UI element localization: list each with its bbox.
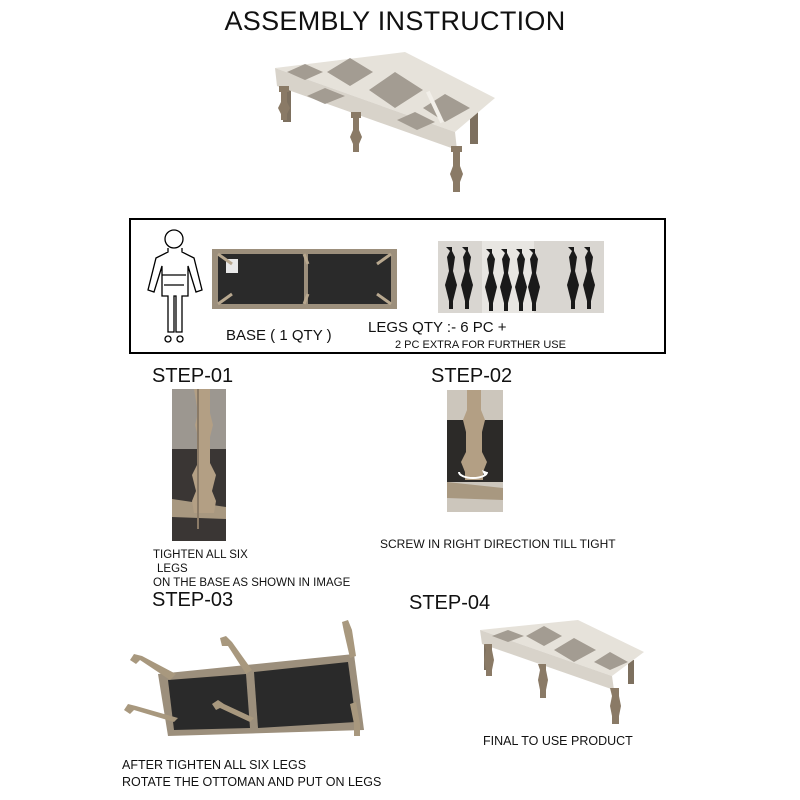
step-01-caption	[153, 548, 350, 590]
step-02-label: STEP-02	[431, 365, 513, 387]
step-01-label: STEP-01	[152, 365, 234, 387]
step-02-image	[447, 390, 503, 512]
step-01-caption-line-1: TIGHTEN ALL SIX	[153, 549, 248, 561]
step-03-label: STEP-03	[152, 589, 234, 611]
step-01-caption-line-3: ON THE BASE AS SHOWN IN IMAGE	[153, 577, 351, 589]
step-04-caption: FINAL TO USE PRODUCT	[483, 734, 633, 748]
legs-qty-label: LEGS QTY :- 6 PC +	[368, 319, 507, 336]
step-03-image	[118, 618, 370, 740]
legs-image	[438, 241, 604, 313]
step-04-label: STEP-04	[409, 592, 491, 614]
step-01-image	[172, 389, 226, 541]
person-icon	[142, 227, 206, 345]
bench-product-image	[265, 50, 497, 195]
step-03-caption	[122, 757, 381, 791]
step-01-caption-line-2: LEGS	[157, 563, 188, 575]
step-03-caption-line-2: ROTATE THE OTTOMAN AND PUT ON LEGS	[122, 775, 382, 789]
step-03-caption-line-1: AFTER TIGHTEN ALL SIX LEGS	[122, 758, 307, 772]
step-04-image	[478, 620, 644, 726]
base-qty-label: BASE ( 1 QTY )	[226, 327, 332, 344]
legs-extra-note: 2 PC EXTRA FOR FURTHER USE	[395, 339, 566, 351]
step-02-caption: SCREW IN RIGHT DIRECTION TILL TIGHT	[380, 537, 616, 551]
base-frame-image	[212, 249, 397, 309]
page-title: ASSEMBLY INSTRUCTION	[224, 6, 566, 36]
